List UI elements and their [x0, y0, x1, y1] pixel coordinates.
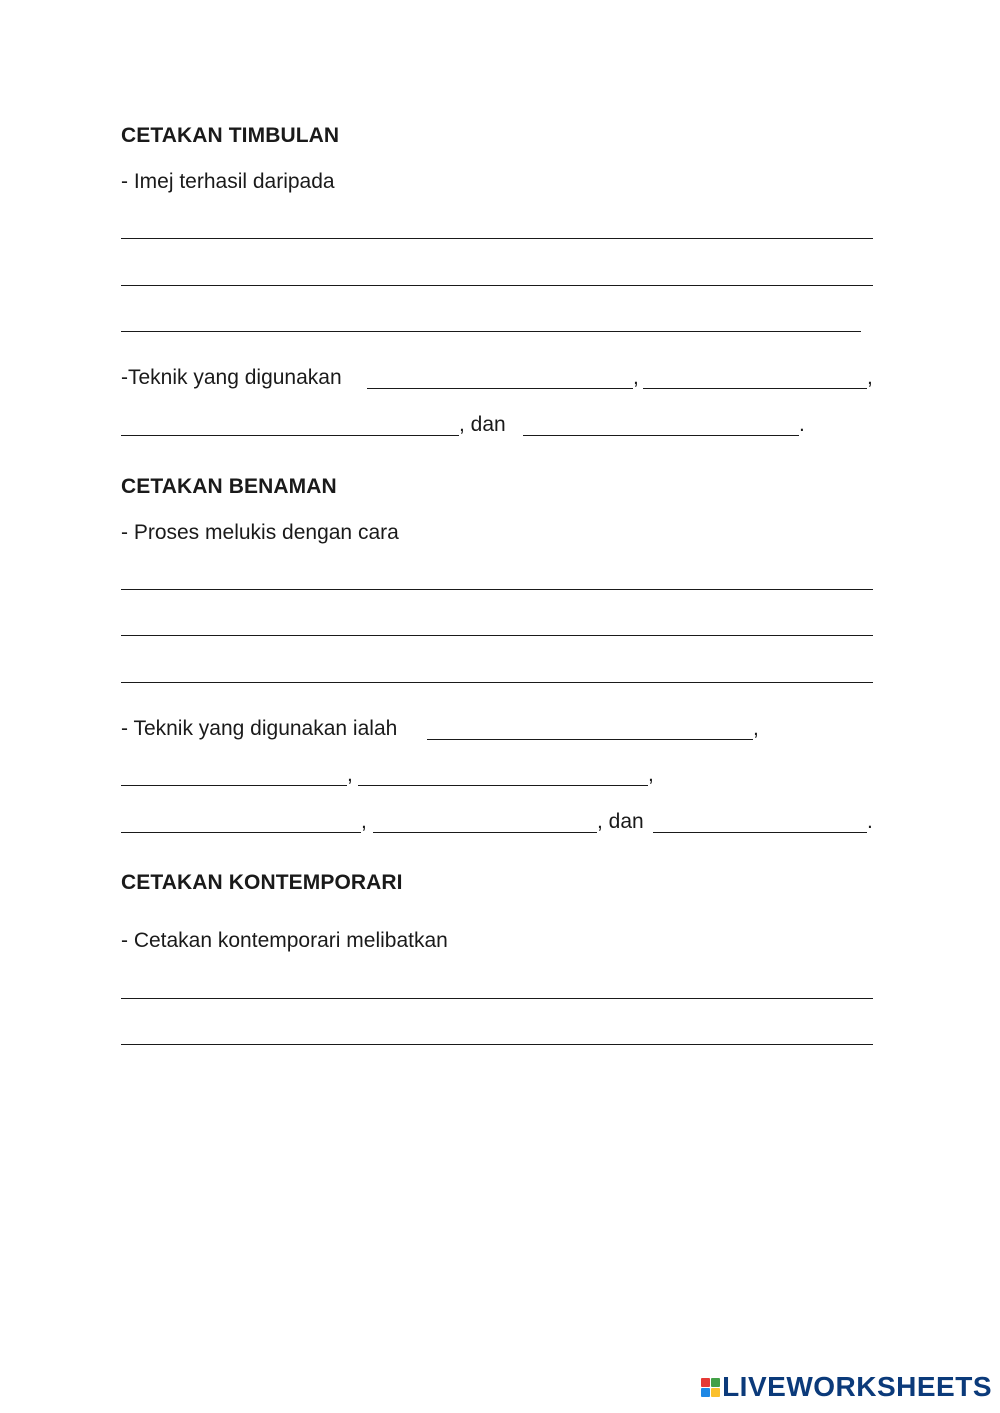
- prompt-cetakan-kontemporari: - Cetakan kontemporari melibatkan: [121, 929, 448, 952]
- answer-line-1[interactable]: [121, 238, 873, 239]
- technique-row-3: [121, 717, 873, 745]
- logo-square: [711, 1388, 720, 1397]
- comma: ,: [648, 763, 654, 786]
- answer-line-8[interactable]: [121, 1044, 873, 1045]
- technique-blank-4[interactable]: [523, 435, 799, 436]
- technique-row-2: [121, 413, 873, 441]
- technique-blank-6[interactable]: [121, 785, 347, 786]
- period: .: [867, 810, 873, 833]
- section-heading-kontemporari: CETAKAN KONTEMPORARI: [121, 871, 403, 894]
- answer-line-6[interactable]: [121, 682, 873, 683]
- comma: ,: [633, 366, 639, 389]
- answer-line-3[interactable]: [121, 331, 861, 332]
- comma: ,: [867, 366, 873, 389]
- technique-blank-7[interactable]: [358, 785, 648, 786]
- technique-label-benaman: - Teknik yang digunakan ialah: [121, 717, 398, 740]
- answer-line-4[interactable]: [121, 589, 873, 590]
- answer-line-2[interactable]: [121, 285, 873, 286]
- technique-row-5: [121, 810, 873, 838]
- logo-square: [701, 1388, 710, 1397]
- technique-row-1: [121, 366, 873, 394]
- logo-text: LIVEWORKSHEETS: [722, 1371, 992, 1402]
- technique-blank-5[interactable]: [427, 739, 753, 740]
- technique-blank-1[interactable]: [367, 388, 633, 389]
- liveworksheets-logo: [701, 1371, 992, 1403]
- answer-line-5[interactable]: [121, 635, 873, 636]
- period: .: [799, 413, 805, 436]
- comma: ,: [753, 717, 759, 740]
- prompt-proses-melukis: - Proses melukis dengan cara: [121, 521, 399, 544]
- logo-square: [701, 1378, 710, 1387]
- section-heading-timbulan: CETAKAN TIMBULAN: [121, 124, 340, 147]
- comma: ,: [347, 763, 353, 786]
- technique-label-timbulan: -Teknik yang digunakan: [121, 366, 342, 389]
- prompt-imej-terhasil: - Imej terhasil daripada: [121, 170, 335, 193]
- logo-square: [711, 1378, 720, 1387]
- dan-text: , dan: [597, 810, 644, 833]
- technique-blank-8[interactable]: [121, 832, 361, 833]
- section-heading-benaman: CETAKAN BENAMAN: [121, 475, 337, 498]
- technique-blank-3[interactable]: [121, 435, 459, 436]
- comma: ,: [361, 810, 367, 833]
- technique-blank-2[interactable]: [643, 388, 867, 389]
- technique-blank-9[interactable]: [373, 832, 597, 833]
- technique-row-4: [121, 763, 873, 791]
- technique-blank-10[interactable]: [653, 832, 867, 833]
- liveworksheets-logo-icon: [701, 1378, 720, 1397]
- dan-text: , dan: [459, 413, 506, 436]
- answer-line-7[interactable]: [121, 998, 873, 999]
